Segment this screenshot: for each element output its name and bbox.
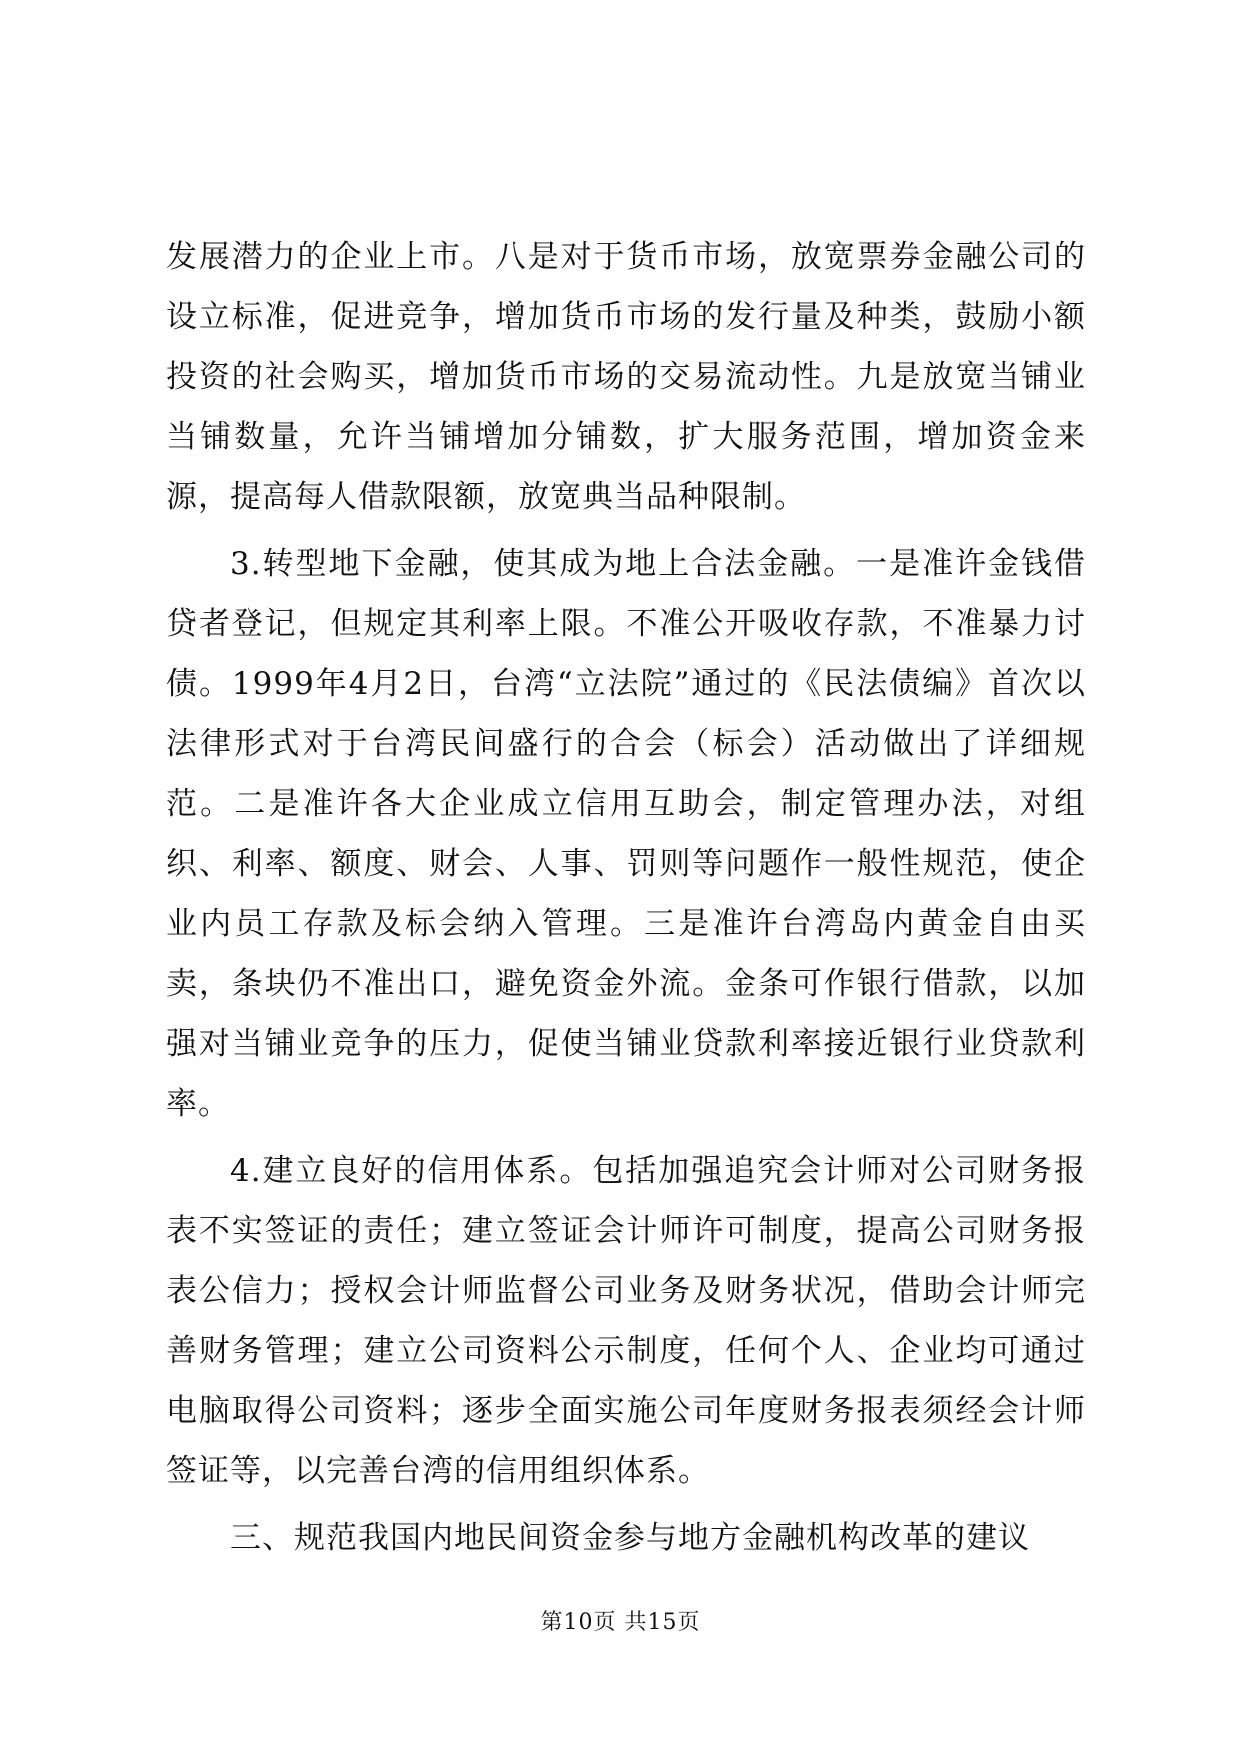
document-body xyxy=(166,227,1086,1575)
paragraph-continuation: 发展潜力的企业上市。八是对于货币市场，放宽票券金融公司的设立标准，促进竞争，增加货币市场的发行量及种类，鼓励小额投资的社会购买，增加货币市场的交易流动性。九是放宽当铺业当铺数量，允许当铺增加分铺数，扩大服务范围，增加资金来源，提高每人借款限额，放宽典当品种限制。 xyxy=(166,239,1086,515)
page-number-footer: 第10页 共15页 xyxy=(540,1610,701,1635)
section-heading: 三、规范我国内地民间资金参与地方金融机构改革的建议 xyxy=(230,1520,1030,1556)
paragraph-item-4: 4.建立良好的信用体系。包括加强追究会计师对公司财务报表不实签证的责任；建立签证会计师许可制度，提高公司财务报表公信力；授权会计师监督公司业务及财务状况，借助会计师完善财务管理；建立公司资料公示制度，任何个人、企业均可通过电脑取得公司资料；逐步全面实施公司年度财务报表须经会计师签证等，以完善台湾的信用组织体系。 xyxy=(166,1153,1086,1489)
paragraph-item-3: 3.转型地下金融，使其成为地上合法金融。一是准许金钱借贷者登记，但规定其利率上限。不准公开吸收存款，不准暴力讨债。1999年4月2日，台湾“立法院”通过的《民法债编》首次以法律形式对于台湾民间盛行的合会（标会）活动做出了详细规范。二是准许各大企业成立信用互助会，制定管理办法，对组织、利率、额度、财会、人事、罚则等问题作一般性规范，使企业内员工存款及标会纳入管理。三是准许台湾岛内黄金自由买卖，条块仍不准出口，避免资金外流。金条可作银行借款，以加强对当铺业竞争的压力，促使当铺业贷款利率接近银行业贷款利率。 xyxy=(166,546,1086,1122)
